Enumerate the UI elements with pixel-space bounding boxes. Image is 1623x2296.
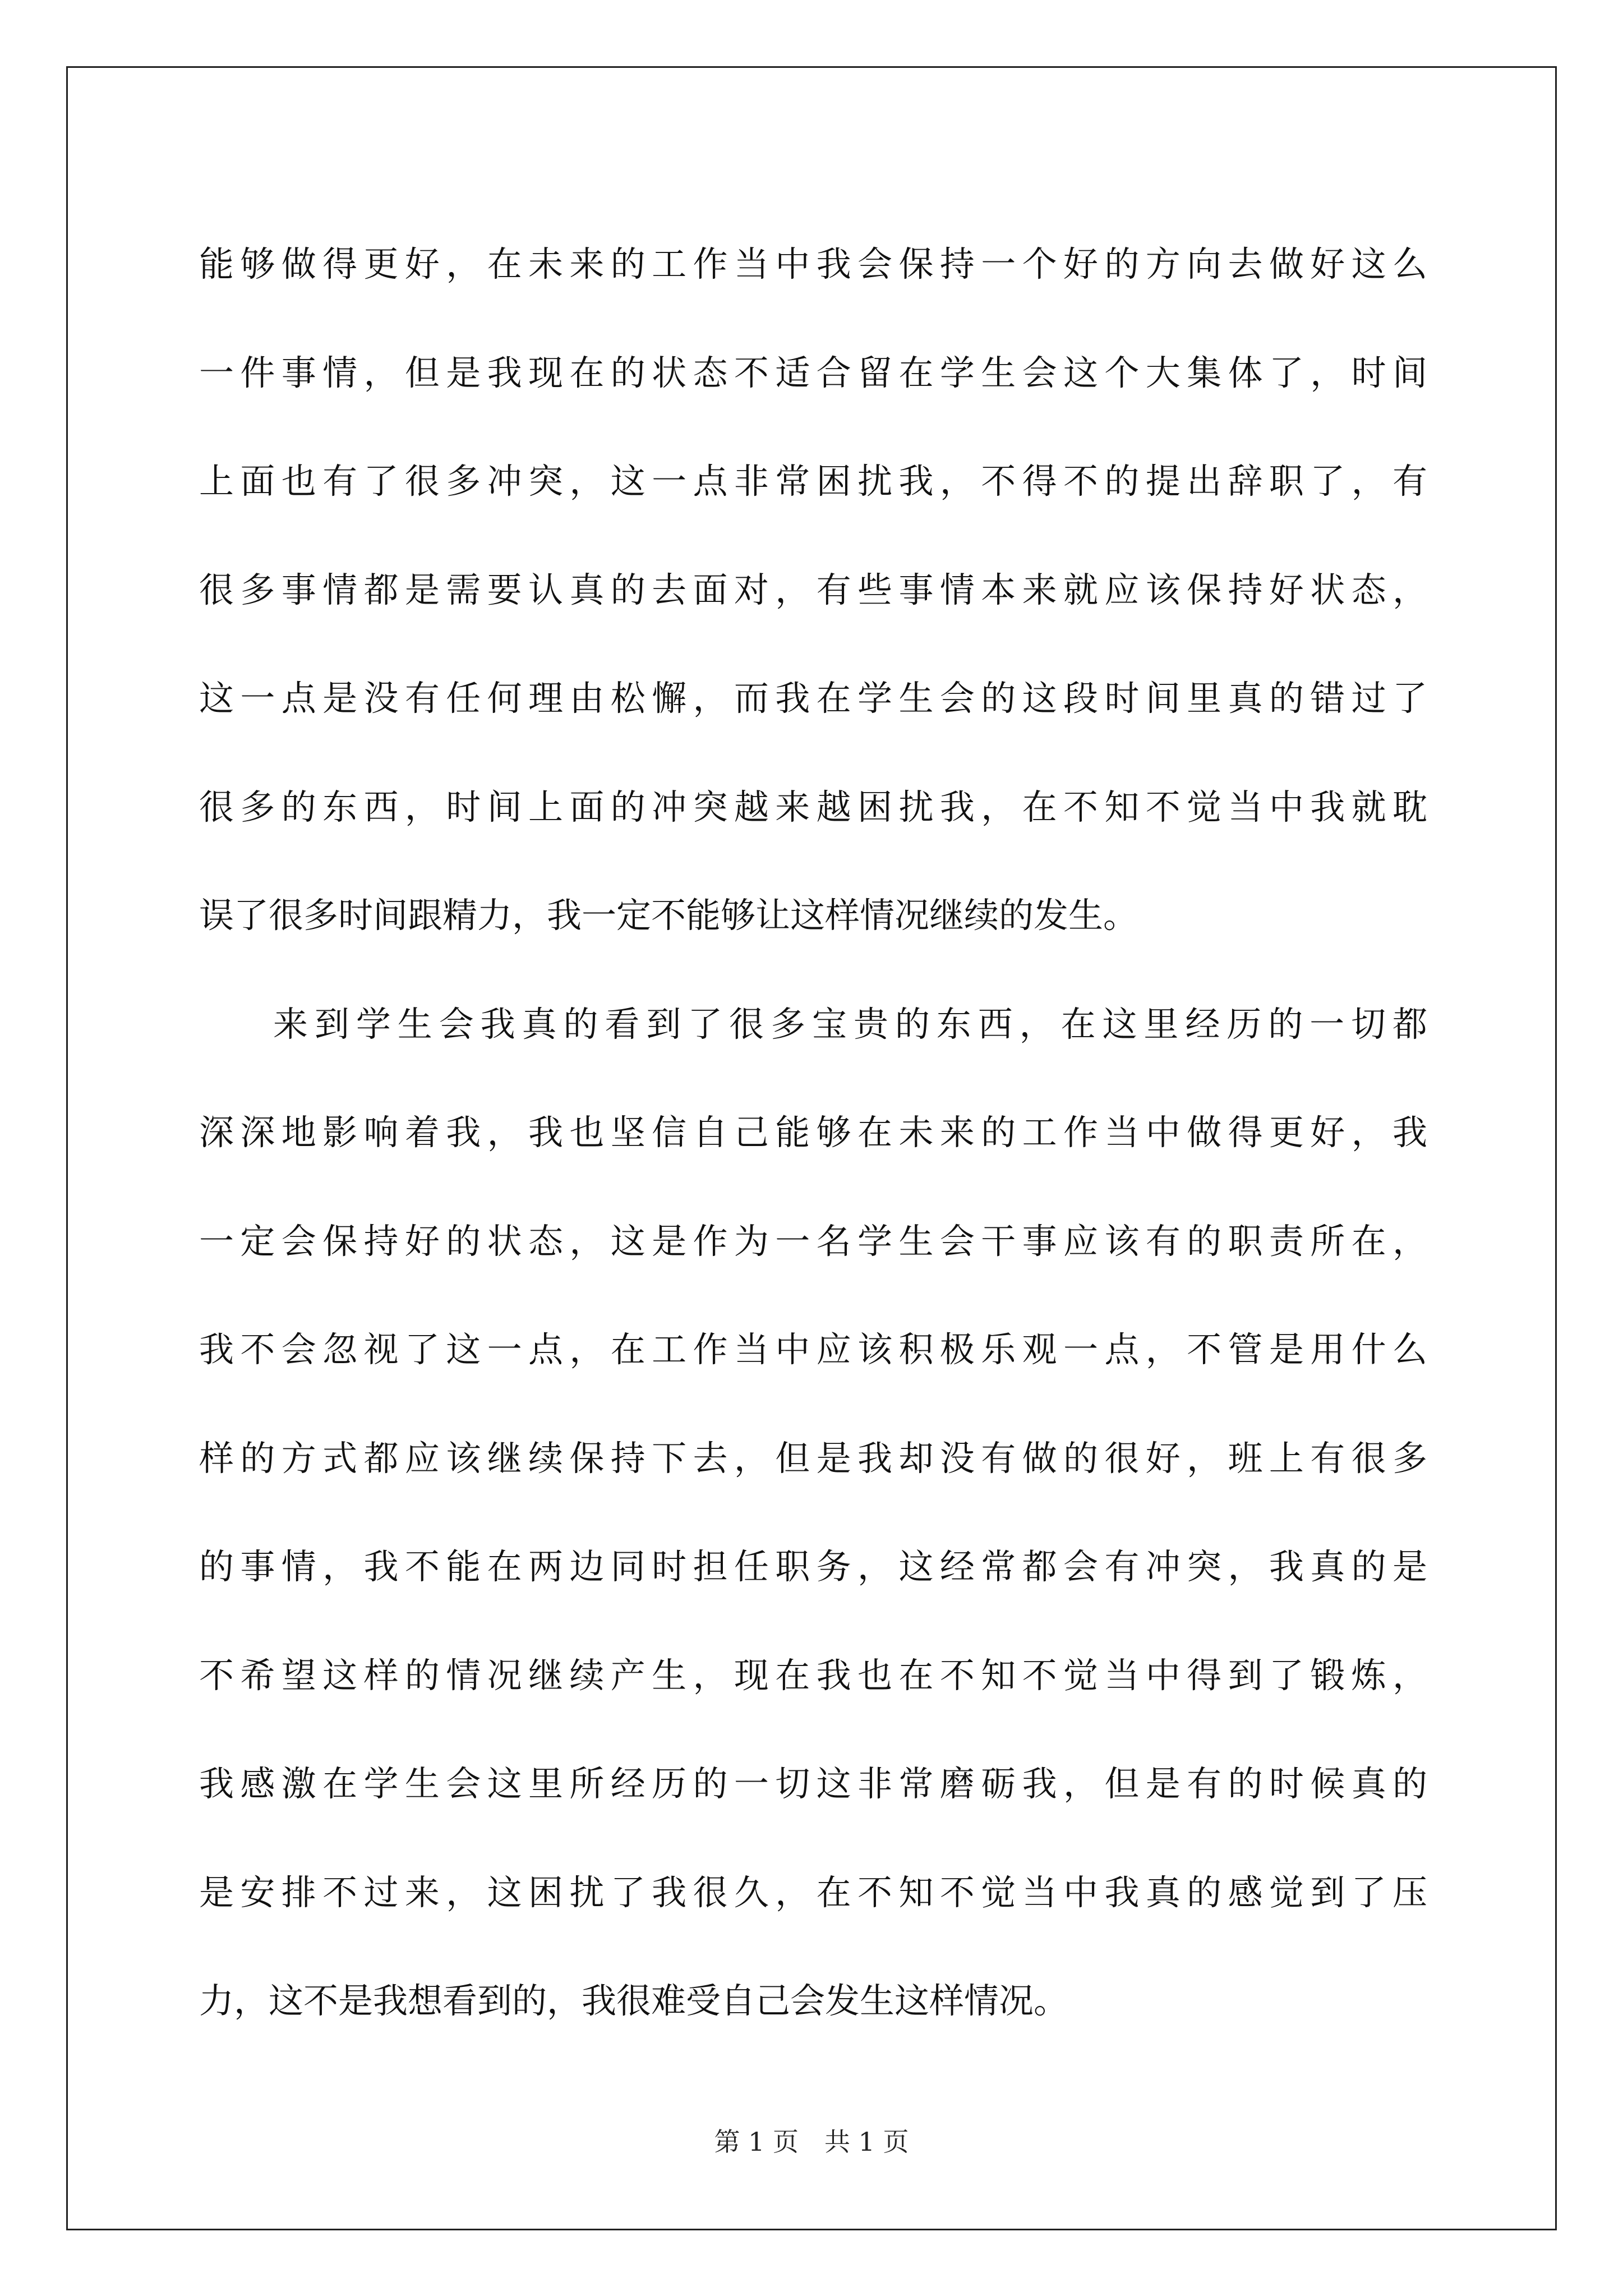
document-body	[199, 210, 1427, 2055]
text-line: 上面也有了很多冲突，这一点非常困扰我，不得不的提出辞职了，有	[199, 461, 1427, 501]
paragraph-1	[199, 210, 1427, 970]
text-line: 深深地影响着我，我也坚信自己能够在未来的工作当中做得更好，我	[199, 1112, 1427, 1153]
text-line: 很多事情都是需要认真的去面对，有些事情本来就应该保持好状态，	[199, 569, 1427, 610]
page-number-footer: 第 1 页 共 1 页	[714, 2127, 909, 2157]
text-line: 来到学生会我真的看到了很多宝贵的东西，在这里经历的一切都	[273, 1003, 1427, 1045]
text-line: 力，这不是我想看到的，我很难受自己会发生这样情况。	[199, 1980, 1069, 2021]
text-line: 很多的东西，时间上面的冲突越来越困扰我，在不知不觉当中我就耽	[199, 786, 1427, 827]
text-line: 不希望这样的情况继续产生，现在我也在不知不觉当中得到了锻炼，	[199, 1654, 1427, 1696]
text-line: 我感激在学生会这里所经历的一切这非常磨砺我，但是有的时候真的	[199, 1763, 1427, 1804]
text-line: 误了很多时间跟精力，我一定不能够让这样情况继续的发生。	[199, 895, 1138, 936]
text-line: 是安排不过来，这困扰了我很久，在不知不觉当中我真的感觉到了压	[199, 1871, 1427, 1913]
text-line: 一件事情，但是我现在的状态不适合留在学生会这个大集体了，时间	[199, 352, 1427, 393]
text-line: 能够做得更好，在未来的工作当中我会保持一个好的方向去做好这么	[199, 243, 1427, 284]
text-line: 这一点是没有任何理由松懈，而我在学生会的这段时间里真的错过了	[199, 678, 1427, 719]
text-line: 样的方式都应该继续保持下去，但是我却没有做的很好，班上有很多	[199, 1437, 1427, 1479]
text-line: 我不会忽视了这一点，在工作当中应该积极乐观一点，不管是用什么	[199, 1329, 1427, 1370]
text-line: 一定会保持好的状态，这是作为一名学生会干事应该有的职责所在，	[199, 1220, 1427, 1262]
text-line: 的事情，我不能在两边同时担任职务，这经常都会有冲突，我真的是	[199, 1546, 1427, 1587]
paragraph-2	[199, 970, 1427, 2055]
